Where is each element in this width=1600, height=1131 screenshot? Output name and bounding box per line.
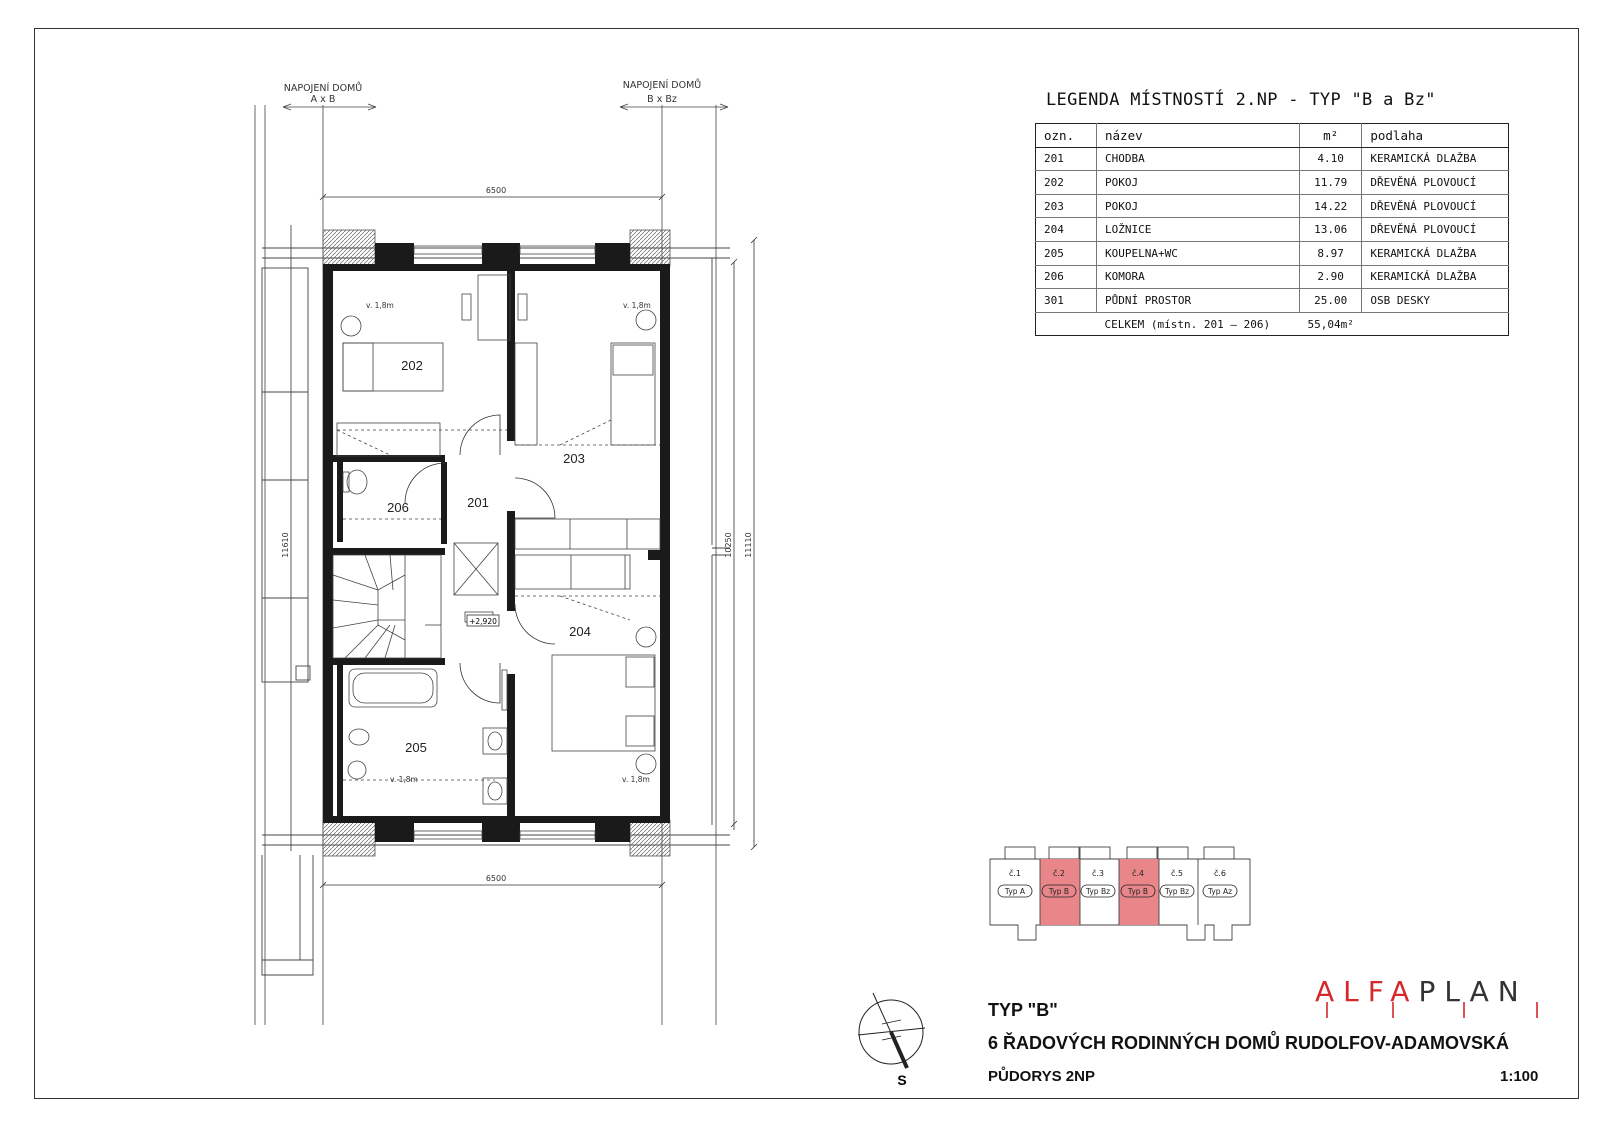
room-201: 201 [467, 495, 489, 510]
ceiling-note-205: v. 1,8m [390, 775, 418, 784]
unit-6-number: č.6 [1213, 869, 1227, 878]
row-area: 25.00 [1300, 289, 1362, 313]
table-row [1036, 171, 1509, 195]
title-sheet: PŮDORYS 2NP [988, 1068, 1095, 1085]
row-code: 203 [1036, 194, 1097, 218]
title-type: TYP "B" [988, 1000, 1058, 1020]
table-row [1036, 218, 1509, 242]
row-area: 4.10 [1300, 147, 1362, 171]
unit-1-number: č.1 [1008, 869, 1022, 878]
legend-total-label: CELKEM (místn. 201 – 206) [1097, 312, 1300, 336]
legend-header-floor: podlaha [1362, 124, 1509, 148]
row-code: 202 [1036, 171, 1097, 195]
row-floor: DŘEVĚNÁ PLOVOUCÍ [1362, 194, 1509, 218]
furniture [333, 275, 660, 804]
unit-4-number: č.4 [1131, 869, 1145, 878]
north-label: S [897, 1072, 907, 1088]
dimension-outer: 11110 [744, 532, 753, 558]
legend-total-value: 55,04m² [1300, 312, 1362, 336]
key-plan-type-ovals [998, 885, 1237, 897]
row-code: 204 [1036, 218, 1097, 242]
row-area: 11.79 [1300, 171, 1362, 195]
ceiling-note-203: v. 1,8m [623, 301, 651, 310]
table-row [1036, 241, 1509, 265]
table-row [1036, 194, 1509, 218]
row-name: LOŽNICE [1097, 218, 1300, 242]
level-mark: +2,920 [469, 617, 497, 626]
north-arrow [858, 993, 925, 1068]
row-floor: KERAMICKÁ DLAŽBA [1362, 147, 1509, 171]
unit-5-type: Typ Bz [1164, 887, 1190, 896]
row-floor: KERAMICKÁ DLAŽBA [1362, 265, 1509, 289]
connection-label-bbz-2: B x Bz [647, 94, 677, 105]
unit-4-type: Typ B [1127, 887, 1149, 896]
connection-label-ab-1: NAPOJENÍ DOMŮ [283, 83, 363, 94]
dimension-top: 6500 [485, 186, 507, 195]
row-name: PŮDNÍ PROSTOR [1097, 289, 1300, 313]
room-206: 206 [387, 500, 409, 515]
title-scale: 1:100 [1500, 1068, 1539, 1085]
row-floor: DŘEVĚNÁ PLOVOUCÍ [1362, 171, 1509, 195]
legend-title: LEGENDA MÍSTNOSTÍ 2.NP - TYP "B a Bz" [1046, 90, 1436, 110]
row-name: POKOJ [1097, 171, 1300, 195]
legend-header-code: ozn. [1036, 124, 1097, 148]
dimension-lines [291, 194, 757, 888]
row-area: 13.06 [1300, 218, 1362, 242]
row-area: 2.90 [1300, 265, 1362, 289]
room-203: 203 [563, 451, 585, 466]
legend-total-row [1036, 312, 1509, 336]
unit-5-number: č.5 [1170, 869, 1184, 878]
row-name: KOMORA [1097, 265, 1300, 289]
logo-part-1: ALFA [1315, 975, 1419, 1008]
row-name: KOUPELNA+WC [1097, 241, 1300, 265]
unit-3-number: č.3 [1091, 869, 1105, 878]
legend-header-area: m² [1300, 124, 1362, 148]
row-code: 201 [1036, 147, 1097, 171]
legend-header-row [1036, 124, 1509, 148]
alfaplan-logo [1315, 975, 1528, 1008]
row-name: CHODBA [1097, 147, 1300, 171]
left-balcony [262, 268, 313, 975]
unit-3-type: Typ Bz [1085, 887, 1111, 896]
logo-part-2: PLAN [1418, 975, 1528, 1008]
connection-label-bbz-1: NAPOJENÍ DOMŮ [622, 80, 702, 91]
unit-2-type: Typ B [1048, 887, 1070, 896]
unit-1-type: Typ A [1004, 887, 1026, 896]
dimension-bottom: 6500 [485, 874, 507, 883]
unit-2-number: č.2 [1052, 869, 1066, 878]
row-area: 14.22 [1300, 194, 1362, 218]
row-name: POKOJ [1097, 194, 1300, 218]
row-floor: KERAMICKÁ DLAŽBA [1362, 241, 1509, 265]
ceiling-note-202: v. 1,8m [366, 301, 394, 310]
room-204: 204 [569, 624, 591, 639]
row-area: 8.97 [1300, 241, 1362, 265]
row-floor: OSB DESKY [1362, 289, 1509, 313]
table-row [1036, 289, 1509, 313]
room-legend-table [1035, 123, 1509, 336]
room-202: 202 [401, 358, 423, 373]
external-walls [323, 243, 670, 842]
connection-label-ab-2: A x B [310, 94, 336, 105]
row-code: 205 [1036, 241, 1097, 265]
dimension-left: 11610 [281, 532, 290, 558]
title-project: 6 ŘADOVÝCH RODINNÝCH DOMŮ RUDOLFOV-ADAMOVSKÁ [988, 1033, 1510, 1053]
row-code: 206 [1036, 265, 1097, 289]
row-floor: DŘEVĚNÁ PLOVOUCÍ [1362, 218, 1509, 242]
ceiling-note-204: v. 1,8m [622, 775, 650, 784]
dimension-inner: 10250 [724, 532, 733, 558]
legend-header-name: název [1097, 124, 1300, 148]
unit-6-type: Typ Az [1207, 887, 1233, 896]
table-row [1036, 147, 1509, 171]
table-row [1036, 265, 1509, 289]
room-205: 205 [405, 740, 427, 755]
row-code: 301 [1036, 289, 1097, 313]
